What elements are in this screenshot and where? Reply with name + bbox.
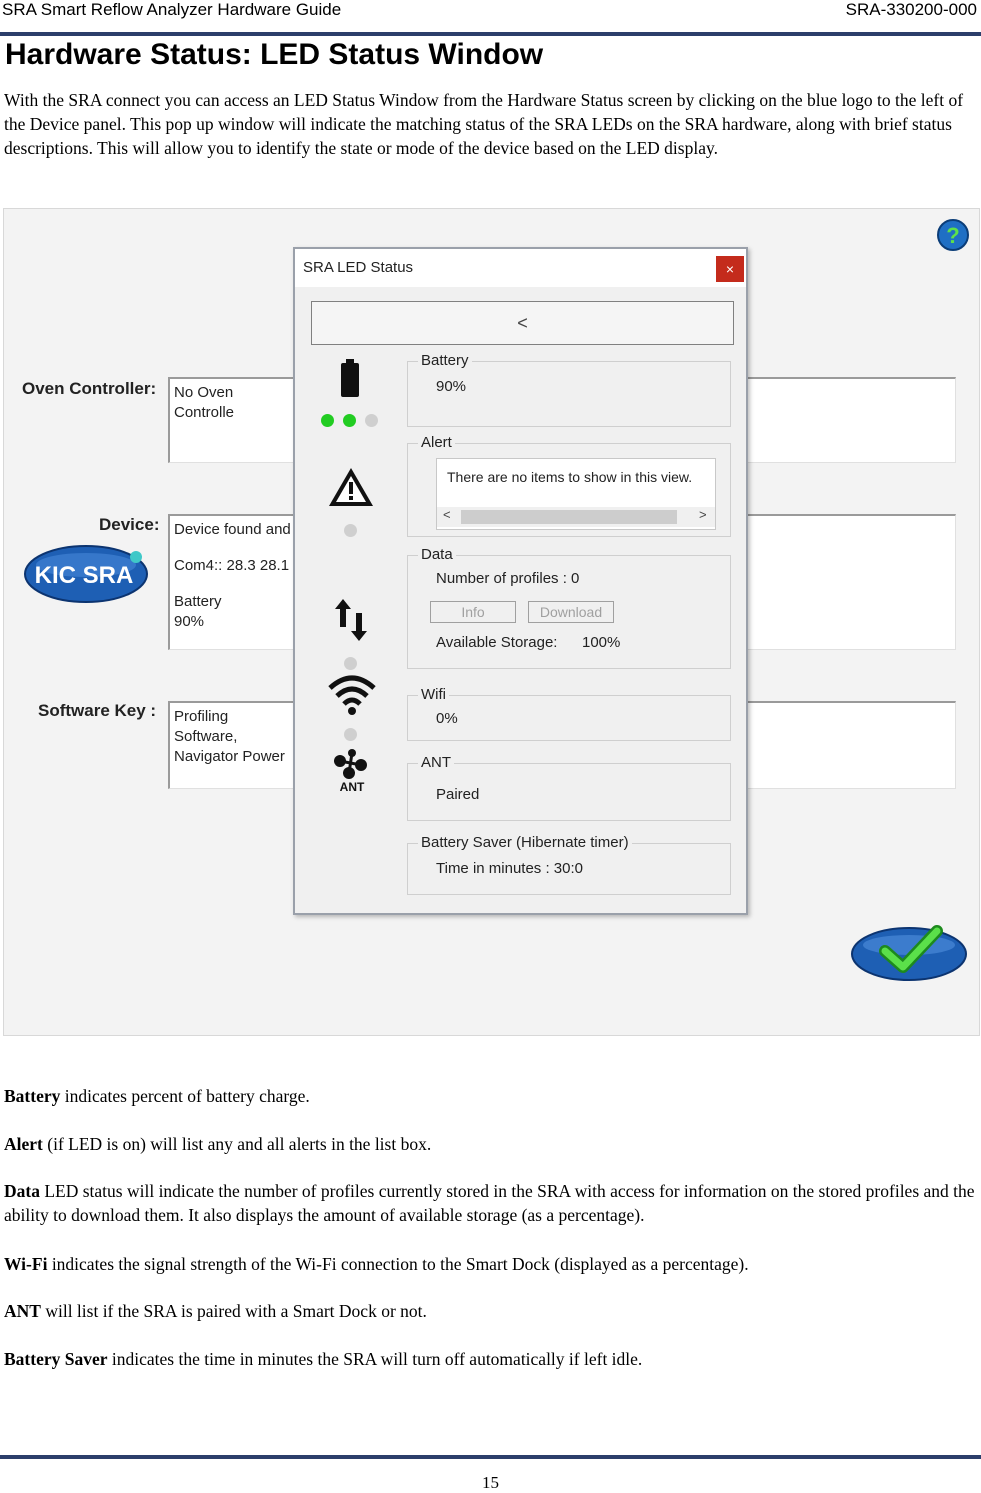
wifi-value: 0% xyxy=(436,710,458,727)
kic-sra-logo[interactable] xyxy=(22,543,150,605)
device-line: 90% xyxy=(174,613,205,630)
desc-text: indicates the time in minutes the SRA will turn off automatically if left idle. xyxy=(107,1349,643,1369)
desc-wifi xyxy=(4,1252,979,1276)
scroll-right-icon[interactable]: > xyxy=(699,507,707,522)
alert-group-label: Alert xyxy=(418,434,455,451)
device-line: Battery xyxy=(174,593,222,610)
device-label: Device: xyxy=(99,515,160,534)
oven-controller-value: No Oven Controlle xyxy=(174,384,235,421)
desc-text: (if LED is on) will list any and all alerts in the list box. xyxy=(42,1134,432,1154)
alert-icon xyxy=(327,465,375,509)
ant-value: Paired xyxy=(436,786,480,803)
chevron-left-icon: < xyxy=(517,313,528,333)
desc-term: Wi-Fi xyxy=(4,1254,48,1274)
info-button[interactable]: Info xyxy=(430,601,516,623)
page-number: 15 xyxy=(482,1473,499,1492)
doc-title: SRA Smart Reflow Analyzer Hardware Guide xyxy=(2,0,342,19)
profiles-count: Number of profiles : 0 xyxy=(436,570,580,587)
dialog-titlebar xyxy=(295,249,746,287)
svg-text:?: ? xyxy=(946,223,960,248)
device-line: Device found and xyxy=(174,521,291,538)
close-button[interactable]: × xyxy=(716,256,744,282)
help-icon[interactable] xyxy=(936,218,970,252)
data-led xyxy=(344,657,357,670)
data-group xyxy=(407,546,731,669)
logo-text: KIC SRA xyxy=(34,562,134,589)
storage-value: 100% xyxy=(582,634,621,651)
device-line: Com4:: 28.3 28.1 xyxy=(174,557,290,574)
desc-battery xyxy=(4,1084,979,1108)
desc-battery-saver xyxy=(4,1347,979,1371)
desc-term: Data xyxy=(4,1181,40,1201)
desc-text: indicates the signal strength of the Wi-Fi connection to the Smart Dock (displayed as a percentage). xyxy=(47,1254,749,1274)
oven-controller-label: Oven Controller: xyxy=(22,379,157,398)
desc-term: Alert xyxy=(4,1134,43,1154)
desc-text: LED status will indicate the number of profiles currently stored in the SRA with access for information on the stored profiles and the ability to download them. It also displays the amount of available storage (as a percentage). xyxy=(4,1181,975,1225)
battery-led-3 xyxy=(365,414,378,427)
ant-icon-text: ANT xyxy=(339,780,365,793)
scroll-thumb[interactable] xyxy=(461,510,677,524)
data-group-label: Data xyxy=(418,546,456,563)
device-box xyxy=(168,514,298,650)
footer-rule xyxy=(0,1455,981,1459)
oven-controller-box xyxy=(168,377,298,463)
desc-term: ANT xyxy=(4,1301,41,1321)
ok-check-button[interactable] xyxy=(849,921,969,983)
software-key-box-right xyxy=(746,701,956,789)
led-status-dialog xyxy=(293,247,748,915)
software-key-box xyxy=(168,701,298,789)
software-line: Navigator Power xyxy=(174,748,285,765)
scroll-left-icon[interactable]: < xyxy=(443,507,451,522)
desc-text: will list if the SRA is paired with a Smart Dock or not. xyxy=(40,1301,427,1321)
battery-icon xyxy=(339,359,363,399)
data-transfer-icon xyxy=(335,597,369,643)
desc-term: Battery xyxy=(4,1086,61,1106)
battery-led-1 xyxy=(321,414,334,427)
alert-list-box[interactable] xyxy=(436,458,716,530)
software-line: Profiling Software, xyxy=(174,708,238,745)
desc-term: Battery Saver xyxy=(4,1349,108,1369)
wifi-group xyxy=(407,686,731,741)
oven-controller-box-right xyxy=(746,377,956,463)
alert-hscrollbar[interactable] xyxy=(437,507,715,527)
intro-paragraph: With the SRA connect you can access an LED Status Window from the Hardware Status screen by clicking on the blue logo to the left of the Device panel. This pop up window will indicate the matching status of the SRA LEDs on the SRA hardware, along with brief status descriptions. This will allow you to identify the state or mode of the device based on the LED display. xyxy=(4,90,964,158)
page-header xyxy=(0,0,981,22)
desc-text: indicates percent of battery charge. xyxy=(60,1086,310,1106)
doc-number: SRA-330200-000 xyxy=(845,0,977,19)
page-title: Hardware Status: LED Status Window xyxy=(5,38,544,71)
battery-group xyxy=(407,352,731,427)
ant-group xyxy=(407,754,731,821)
battery-saver-group-label: Battery Saver (Hibernate timer) xyxy=(418,834,632,851)
wifi-group-label: Wifi xyxy=(418,686,449,703)
dialog-title: SRA LED Status xyxy=(303,259,414,276)
battery-group-label: Battery xyxy=(418,352,472,369)
hardware-status-screenshot xyxy=(3,208,980,1036)
battery-saver-group xyxy=(407,834,731,895)
desc-alert xyxy=(4,1132,979,1156)
desc-data xyxy=(4,1179,979,1227)
ant-group-label: ANT xyxy=(418,754,454,771)
header-rule xyxy=(0,32,981,36)
wifi-icon xyxy=(327,672,377,716)
alert-empty-message: There are no items to show in this view. xyxy=(447,469,693,485)
battery-value: 90% xyxy=(436,378,467,395)
storage-label: Available Storage: xyxy=(436,634,558,651)
device-box-right xyxy=(746,514,956,650)
alert-group xyxy=(407,434,731,537)
wifi-led xyxy=(344,728,357,741)
battery-led-2 xyxy=(343,414,356,427)
ant-icon xyxy=(331,749,373,793)
nav-back-button[interactable] xyxy=(311,301,734,345)
battery-saver-value: Time in minutes : 30:0 xyxy=(436,860,584,877)
download-button[interactable]: Download xyxy=(528,601,614,623)
alert-led xyxy=(344,524,357,537)
software-key-label: Software Key : xyxy=(38,701,157,720)
desc-ant xyxy=(4,1299,979,1323)
